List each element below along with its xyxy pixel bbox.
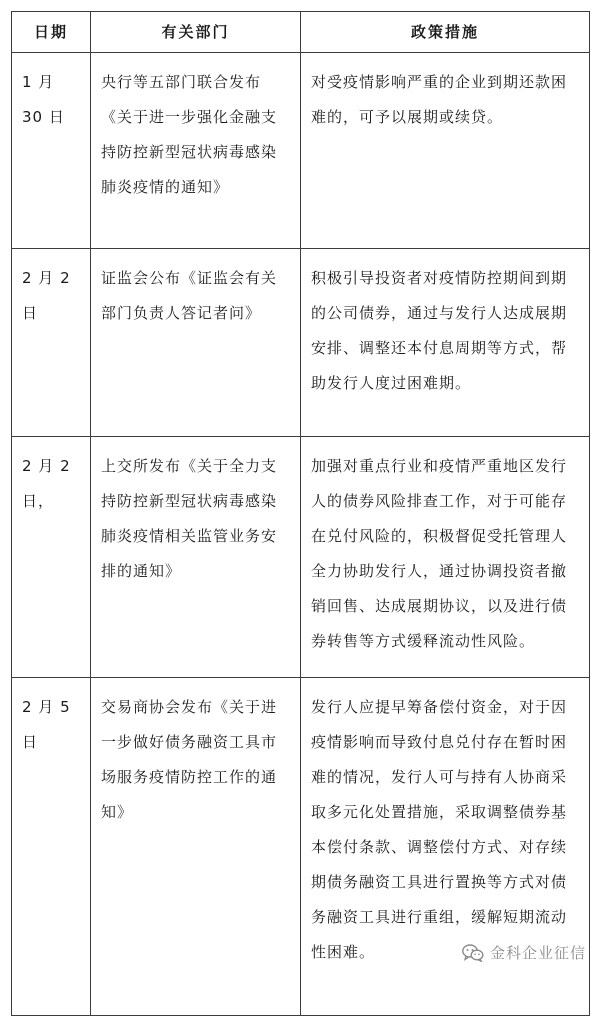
table-row (12, 249, 590, 437)
row-date: 2 月 2 日， (12, 437, 91, 678)
watermark-text: 金科企业征信 (489, 944, 586, 962)
header-policy: 政策措施 (301, 12, 590, 53)
row-department: 交易商协会发布《关于进一步做好债务融资工具市场服务疫情防控工作的通知》 (91, 678, 301, 1016)
row-date: 1 月 30 日 (12, 53, 91, 249)
row-policy: 积极引导投资者对疫情防控期间到期的公司债券，通过与发行人达成展期安排、调整还本付息周期等方式，帮助发行人度过困难期。 (301, 249, 590, 437)
row-department: 上交所发布《关于全力支持防控新型冠状病毒感染肺炎疫情相关监管业务安排的通知》 (91, 437, 301, 678)
row-policy: 发行人应提早筹备偿付资金，对于因疫情影响而导致付息兑付存在暂时困难的情况，发行人可与持有人协商采取多元化处置措施，采取调整债券基本偿付条款、调整偿付方式、对存续期债务融资工具进行置换等方式对债务融资工具进行重组，缓解短期流动性困难。 (301, 678, 590, 1016)
wechat-icon (462, 944, 484, 962)
row-department: 证监会公布《证监会有关部门负责人答记者问》 (91, 249, 301, 437)
table-row (12, 53, 590, 249)
row-policy: 对受疫情影响严重的企业到期还款困难的，可予以展期或续贷。 (301, 53, 590, 249)
header-date: 日期 (12, 12, 91, 53)
header-department: 有关部门 (91, 12, 301, 53)
watermark (462, 942, 586, 963)
row-date: 2 月 5 日 (12, 678, 91, 1016)
table-header-row (12, 12, 590, 53)
row-department: 央行等五部门联合发布《关于进一步强化金融支持防控新型冠状病毒感染肺炎疫情的通知》 (91, 53, 301, 249)
table-row (12, 678, 590, 1016)
table-row (12, 437, 590, 678)
row-date: 2 月 2 日 (12, 249, 91, 437)
policy-table (11, 11, 590, 1016)
row-policy: 加强对重点行业和疫情严重地区发行人的债券风险排查工作，对于可能存在兑付风险的，积极督促受托管理人全力协助发行人，通过协调投资者撤销回售、达成展期协议，以及进行债券转售等方式缓释流动性风险。 (301, 437, 590, 678)
